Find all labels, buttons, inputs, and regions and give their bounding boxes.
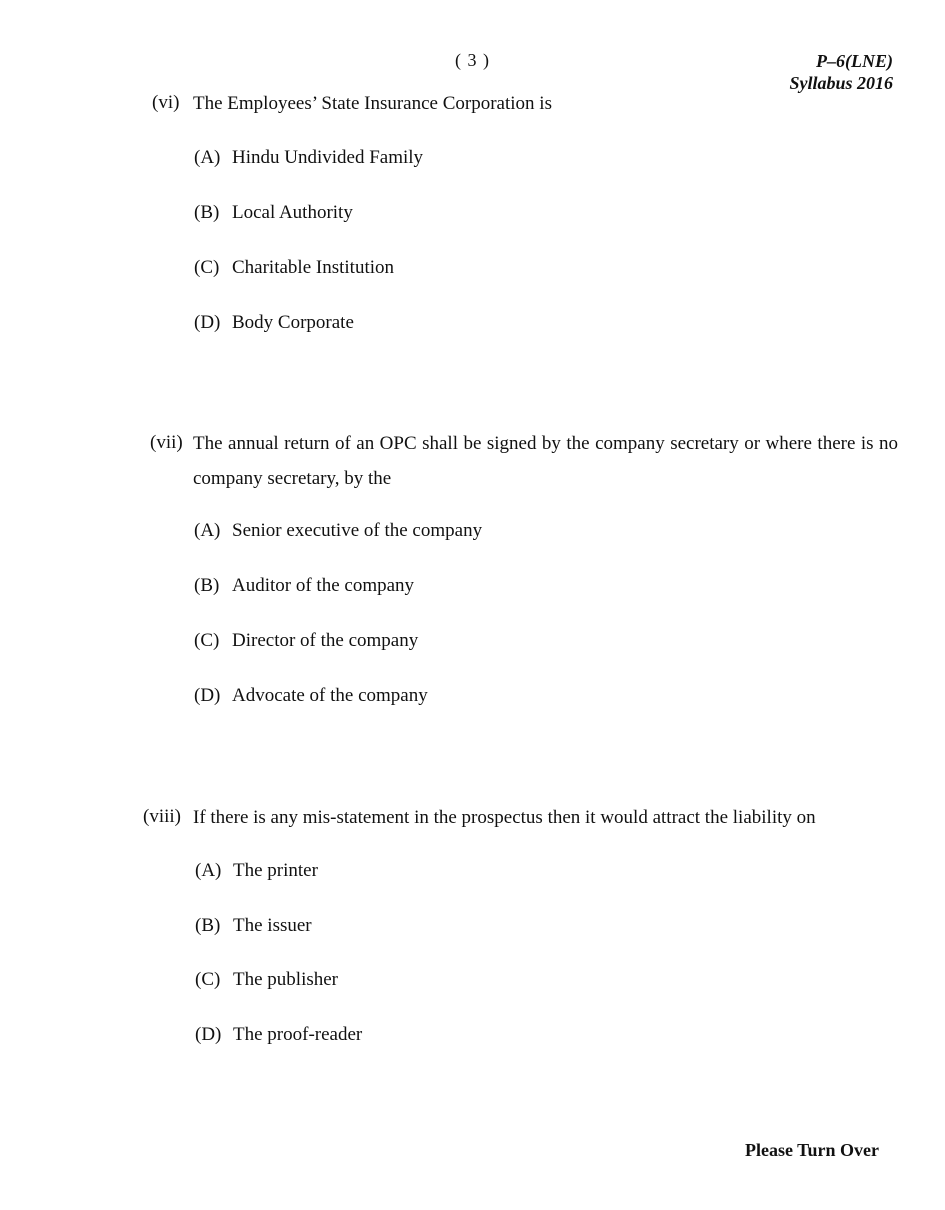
option-text: Body Corporate [232,312,354,333]
option-text: The proof-reader [233,1024,363,1045]
question-text: If there is any mis-statement in the prospectus then it would attract the liability on [193,807,816,828]
option-letter: (A) [194,520,221,541]
option-c [195,967,338,993]
option-letter: (B) [195,915,221,936]
option-text: Local Authority [232,202,353,223]
option-letter: (D) [195,1024,222,1045]
question-number: (viii) [143,806,181,827]
option-d [195,1022,362,1048]
option-a [194,145,423,171]
option-d [194,683,428,709]
option-text: Advocate of the company [232,685,428,706]
option-c [194,628,418,654]
option-letter: (A) [195,860,222,881]
option-b [194,573,414,599]
option-letter: (B) [194,575,220,596]
question-text: The annual return of an OPC shall be signed by the company secretary or where there is no company secretary, by the [193,433,898,489]
option-a [194,518,482,544]
paper-code: P–6(LNE) [816,51,893,71]
question-text: The Employees’ State Insurance Corporation is [193,93,552,114]
option-letter: (C) [195,969,221,990]
option-b [195,913,312,939]
option-b [194,200,353,226]
option-letter: (C) [194,630,220,651]
option-c [194,255,394,281]
option-letter: (B) [194,202,220,223]
question-number: (vii) [150,432,183,453]
option-letter: (D) [194,312,221,333]
option-letter: (D) [194,685,221,706]
option-text: Senior executive of the company [232,520,483,541]
option-text: Charitable Institution [232,257,395,278]
syllabus-year: Syllabus 2016 [789,73,893,93]
option-letter: (C) [194,257,220,278]
option-text: Auditor of the company [232,575,415,596]
option-letter: (A) [194,147,221,168]
option-text: The issuer [233,915,312,936]
option-text: Director of the company [232,630,419,651]
page-number: ( 3 ) [455,50,490,70]
option-text: Hindu Undivided Family [232,147,424,168]
option-text: The publisher [233,969,339,990]
option-d [194,310,354,336]
option-a [195,858,318,884]
option-text: The printer [233,860,318,881]
please-turn-over: Please Turn Over [745,1140,879,1160]
question-number: (vi) [152,92,180,113]
